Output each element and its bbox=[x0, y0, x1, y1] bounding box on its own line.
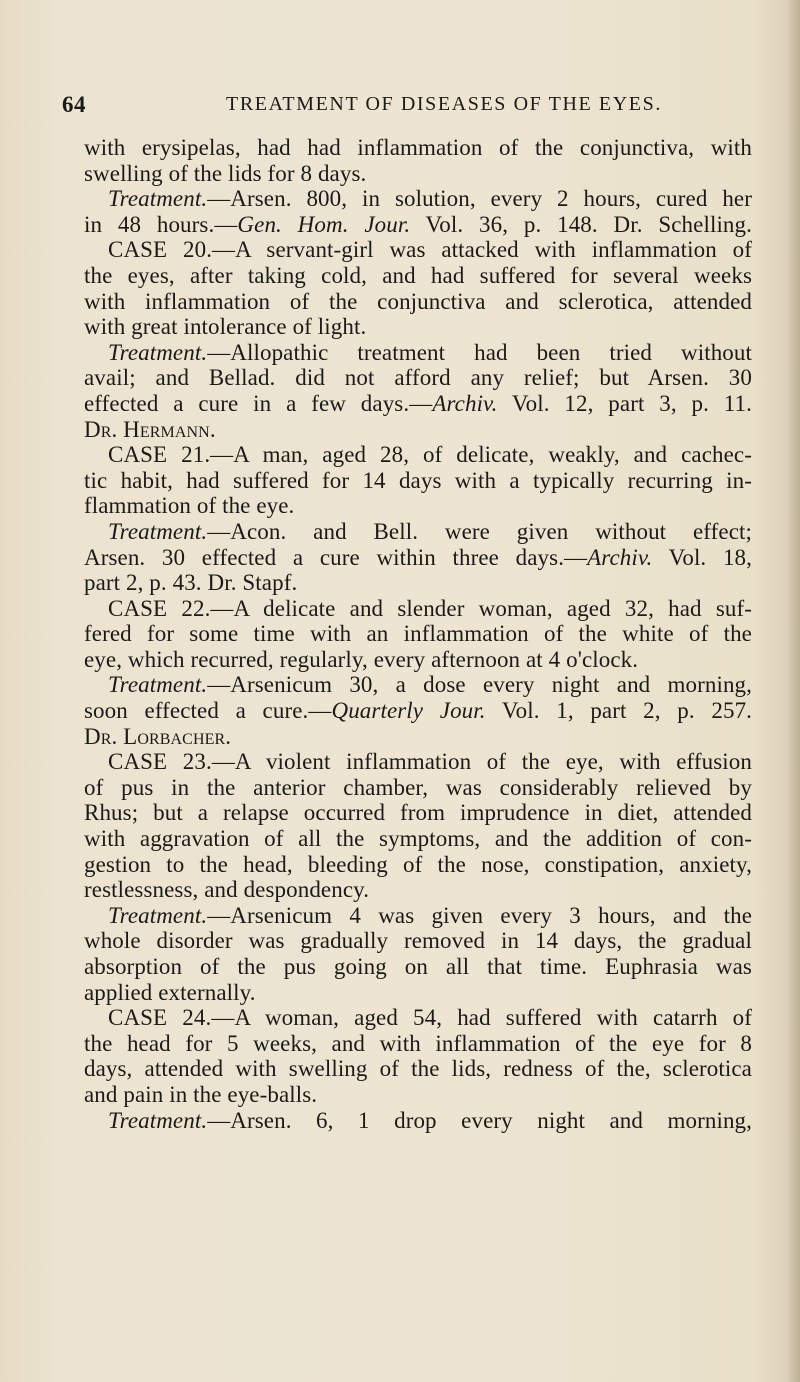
text-line bbox=[84, 263, 752, 289]
line-text: tic habit, had suffered for 14 days with a typically recurring in- bbox=[84, 467, 752, 493]
text-line bbox=[84, 621, 752, 647]
text-line bbox=[84, 749, 752, 775]
line-text: CASE 20.—A servant-girl was attacked with inflammation of bbox=[108, 237, 752, 263]
citation-title: Archiv. bbox=[432, 390, 498, 416]
citation-detail: Vol. 12, part 3, p. 11. bbox=[497, 390, 752, 416]
text-line bbox=[84, 186, 752, 212]
text-line bbox=[84, 1056, 752, 1082]
line-text: fered for some time with an inflammation of the white of the bbox=[84, 621, 752, 647]
treatment-label: Treatment. bbox=[108, 339, 208, 365]
text-line bbox=[84, 289, 752, 315]
line-text: eye, which recurred, regularly, every afternoon at 4 o'clock. bbox=[84, 646, 639, 672]
text-line bbox=[84, 570, 752, 596]
line-text: avail; and Bellad. did not afford any relief; but Arsen. 30 bbox=[84, 365, 752, 391]
text-line bbox=[84, 877, 752, 903]
text-line bbox=[84, 417, 752, 443]
text-line bbox=[84, 1031, 752, 1057]
line-text: restlessness, and despondency. bbox=[84, 877, 370, 903]
text-line bbox=[84, 442, 752, 468]
text-line bbox=[84, 980, 752, 1006]
line-text: —Allopathic treatment had been tried without bbox=[207, 339, 752, 365]
line-text: —Arsen. 800, in solution, every 2 hours, cured her bbox=[207, 186, 752, 212]
text-line bbox=[84, 596, 752, 622]
line-text: Dr. Hermann. bbox=[84, 416, 216, 442]
body-text bbox=[84, 135, 752, 1133]
text-line bbox=[84, 928, 752, 954]
line-text: days, attended with swelling of the lids, redness of the, sclerotica bbox=[84, 1056, 752, 1082]
line-text: the head for 5 weeks, and with inflammation of the eye for 8 bbox=[84, 1030, 752, 1056]
line-text: the eyes, after taking cold, and had suffered for several weeks bbox=[84, 262, 752, 288]
text-line bbox=[84, 493, 752, 519]
text-line bbox=[84, 340, 752, 366]
treatment-label: Treatment. bbox=[108, 518, 208, 544]
text-line bbox=[84, 468, 752, 494]
line-text: effected a cure in a few days.— bbox=[84, 390, 433, 416]
citation-detail: Vol. 1, part 2, p. 257. bbox=[485, 698, 753, 724]
line-text: CASE 23.—A violent inflammation of the eye, with effusion bbox=[108, 749, 752, 775]
line-text: with great intolerance of light. bbox=[84, 314, 367, 340]
text-line bbox=[84, 161, 752, 187]
line-text: —Acon. and Bell. were given without effect; bbox=[207, 518, 752, 544]
text-line bbox=[84, 365, 752, 391]
running-title: TREATMENT OF DISEASES OF THE EYES. bbox=[226, 93, 662, 115]
text-line bbox=[84, 1005, 752, 1031]
line-text: with aggravation of all the symptoms, and the addition of con- bbox=[84, 826, 752, 852]
line-text: —Arsenicum 4 was given every 3 hours, and the bbox=[207, 902, 752, 928]
citation-title: Archiv. bbox=[587, 544, 653, 570]
text-line bbox=[84, 1082, 752, 1108]
text-line bbox=[84, 1108, 752, 1134]
text-line bbox=[84, 212, 752, 238]
page-number: 64 bbox=[62, 92, 86, 117]
page-header bbox=[62, 92, 752, 122]
text-line bbox=[84, 903, 752, 929]
line-text: with inflammation of the conjunctiva and sclerotica, attended bbox=[84, 288, 752, 314]
line-text: of pus in the anterior chamber, was considerably relieved by bbox=[84, 774, 752, 800]
text-line bbox=[84, 800, 752, 826]
text-line bbox=[84, 391, 752, 417]
text-line bbox=[84, 724, 752, 750]
line-text: with erysipelas, had had inflammation of the conjunctiva, with bbox=[84, 135, 752, 160]
line-text: and pain in the eye-balls. bbox=[84, 1081, 318, 1107]
line-text: —Arsenicum 30, a dose every night and morning, bbox=[207, 672, 752, 698]
citation-detail: Vol. 18, bbox=[652, 544, 752, 570]
line-text: CASE 24.—A woman, aged 54, had suffered with catarrh of bbox=[108, 1005, 752, 1031]
treatment-label: Treatment. bbox=[108, 672, 208, 698]
text-line bbox=[84, 314, 752, 340]
text-line bbox=[84, 545, 752, 571]
page-edge-shadow bbox=[786, 0, 800, 1382]
line-text: in 48 hours.— bbox=[84, 211, 238, 237]
citation-title: Gen. Hom. Jour. bbox=[237, 211, 411, 237]
text-line bbox=[84, 852, 752, 878]
line-text: gestion to the head, bleeding of the nose, constipation, anxiety, bbox=[84, 851, 752, 877]
text-line bbox=[84, 237, 752, 263]
text-line bbox=[84, 135, 752, 161]
line-text: absorption of the pus going on all that time. Euphrasia was bbox=[84, 954, 752, 979]
treatment-label: Treatment. bbox=[108, 186, 208, 212]
line-text: —Arsen. 6, 1 drop every night and morning, bbox=[207, 1107, 752, 1133]
line-text: Arsen. 30 effected a cure within three days.— bbox=[84, 544, 588, 570]
line-text: soon effected a cure.— bbox=[84, 698, 332, 724]
line-text: whole disorder was gradually removed in 14 days, the gradual bbox=[84, 928, 752, 954]
text-line bbox=[84, 775, 752, 801]
line-text: CASE 21.—A man, aged 28, of delicate, weakly, and cachec- bbox=[108, 442, 752, 468]
line-text: Rhus; but a relapse occurred from imprudence in diet, attended bbox=[84, 800, 752, 826]
text-line bbox=[84, 954, 752, 980]
citation-detail: Vol. 36, p. 148. Dr. Schelling. bbox=[410, 211, 752, 237]
text-line bbox=[84, 698, 752, 724]
text-line bbox=[84, 647, 752, 673]
line-text: Dr. Lorbacher. bbox=[84, 723, 232, 749]
citation-title: Quarterly Jour. bbox=[331, 698, 486, 724]
treatment-label: Treatment. bbox=[108, 1107, 208, 1133]
line-text: flammation of the eye. bbox=[84, 493, 295, 519]
text-line bbox=[84, 519, 752, 545]
treatment-label: Treatment. bbox=[108, 902, 208, 928]
line-text: swelling of the lids for 8 days. bbox=[84, 160, 367, 186]
line-text: CASE 22.—A delicate and slender woman, aged 32, had suf- bbox=[108, 595, 752, 621]
line-text: applied externally. bbox=[84, 979, 256, 1005]
text-line bbox=[84, 672, 752, 698]
text-line bbox=[84, 826, 752, 852]
line-text: part 2, p. 43. Dr. Stapf. bbox=[84, 570, 298, 596]
